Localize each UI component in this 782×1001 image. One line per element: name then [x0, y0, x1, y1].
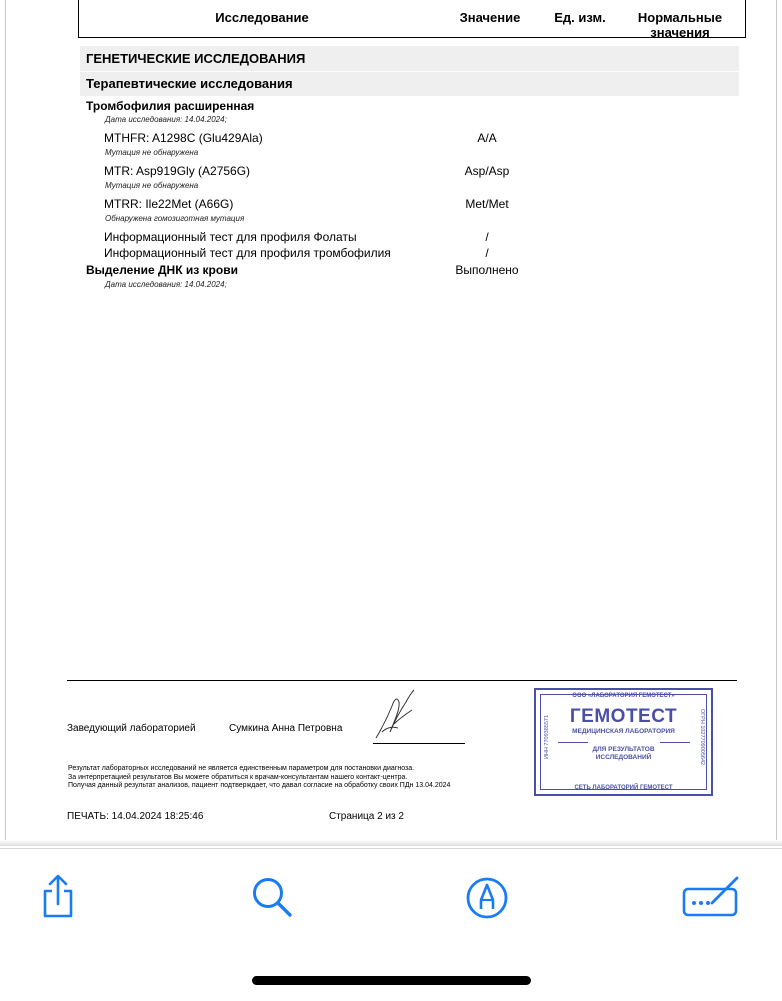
result-name: Информационный тест для профиля Фолаты: [104, 230, 357, 244]
result-value: /: [485, 230, 489, 244]
markup-button[interactable]: [462, 873, 512, 923]
footer-divider: [67, 680, 737, 681]
page-edge: [776, 0, 777, 845]
result-name: MTRR: Ile22Met (A66G): [104, 197, 234, 211]
markup-icon: [462, 873, 512, 923]
header-value: Значение: [459, 10, 521, 25]
result-name: Информационный тест для профиля тромбофилия: [104, 246, 391, 260]
page-shadow: [0, 840, 782, 846]
laboratory-stamp: ООО «ЛАБОРАТОРИЯ ГЕМОТЕСТ» ГЕМОТЕСТ МЕДИЦИНСКАЯ ЛАБОРАТОРИЯ ДЛЯ РЕЗУЛЬТАТОВ ИССЛЕДОВАНИЙ СЕТЬ ЛАБОРАТОРИЙ ГЕМОТЕСТ ИНН 7709385571 ОГРН 1027709005642: [534, 688, 713, 796]
result-name: MTR: Asp919Gly (A2756G): [104, 164, 251, 178]
result-name: MTHFR: A1298C (Glu429Ala): [104, 131, 263, 145]
signature-line: [373, 743, 465, 744]
header-study: Исследование: [215, 10, 309, 25]
section-title: ГЕНЕТИЧЕСКИЕ ИССЛЕДОВАНИЯ: [80, 46, 739, 71]
result-value: A/A: [477, 131, 497, 145]
result-note: Мутация не обнаружена: [105, 181, 199, 190]
group-title: Выделение ДНК из крови: [86, 263, 238, 277]
page-edge: [5, 0, 6, 845]
disclaimer: Результат лабораторных исследований не является единственным параметром для постановки диагноза. За интерпретацией результатов Вы можете обратиться к врачам-консультантам нашего контакт-центра. Получая данный результат анализов, пациент подтверждает, что давал согласие на обработку своих ПДн 13.04.2024: [68, 765, 451, 789]
search-button[interactable]: [248, 873, 298, 923]
share-icon: [34, 873, 84, 923]
result-note: Мутация не обнаружена: [105, 148, 199, 157]
signature-icon: [682, 873, 742, 923]
subsection-title: Терапевтические исследования: [80, 72, 739, 96]
result-note: Обнаружена гомозиготная мутация: [105, 214, 245, 223]
result-value: /: [485, 246, 489, 260]
header-normal: Нормальные значения: [637, 10, 723, 40]
page-number: Страница 2 из 2: [329, 811, 404, 822]
group-title: Тромбофилия расширенная: [86, 99, 255, 113]
signature-image: [372, 688, 424, 744]
print-timestamp: ПЕЧАТЬ: 14.04.2024 18:25:46: [67, 811, 204, 822]
header-unit: Ед. изм.: [554, 10, 606, 25]
search-icon: [248, 873, 298, 923]
result-value: Asp/Asp: [464, 164, 510, 178]
signature-button[interactable]: [682, 873, 742, 923]
home-indicator[interactable]: [252, 976, 531, 985]
share-button[interactable]: [34, 873, 84, 923]
study-date: Дата исследования: 14.04.2024;: [105, 280, 227, 289]
head-name: Сумкина Анна Петровна: [229, 723, 343, 734]
head-label: Заведующий лабораторией: [67, 723, 196, 734]
result-value: Met/Met: [465, 197, 509, 211]
result-value: Выполнено: [455, 263, 519, 277]
study-date: Дата исследования: 14.04.2024;: [105, 115, 227, 124]
